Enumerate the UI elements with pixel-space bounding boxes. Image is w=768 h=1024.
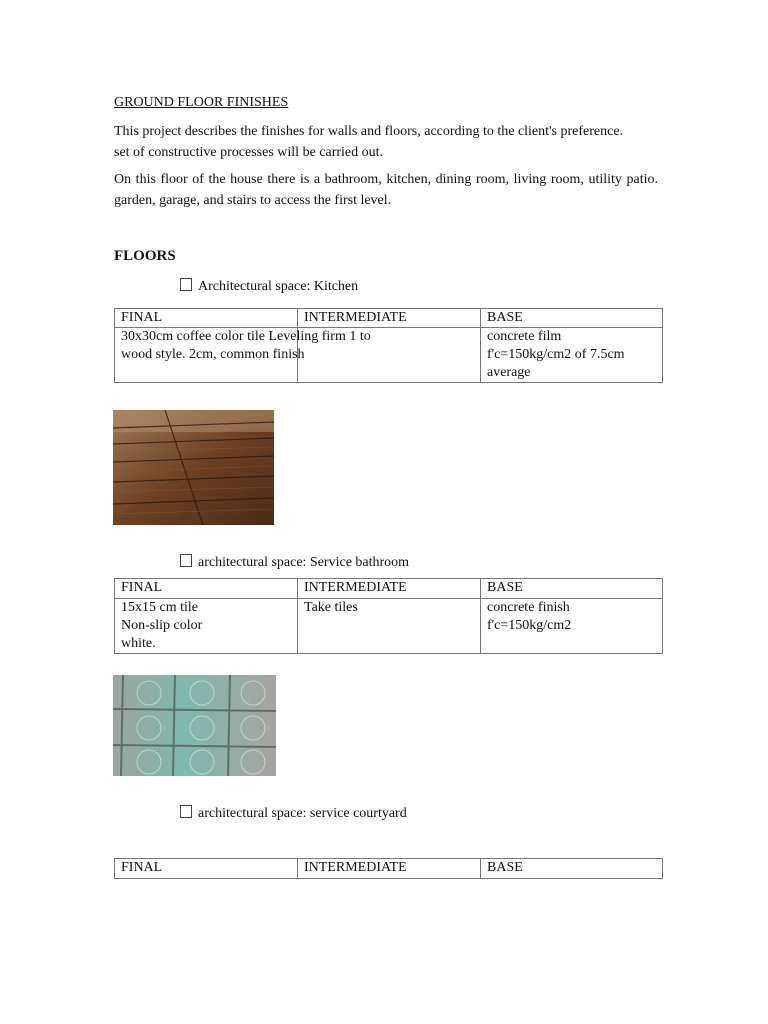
header-intermediate: INTERMEDIATE	[298, 309, 481, 328]
intro-line: set of constructive processes will be carried out.	[114, 145, 384, 160]
table-header-row	[115, 579, 663, 599]
header-intermediate: INTERMEDIATE	[298, 859, 481, 879]
table-row	[115, 599, 663, 654]
cell-base	[481, 328, 663, 383]
header-final: FINAL	[115, 579, 298, 599]
header-base: BASE	[481, 859, 663, 879]
cell-line: concrete finish	[487, 600, 570, 615]
floor-line: garden, garage, and stairs to access the first level.	[114, 193, 392, 208]
wood-tile-photo	[113, 410, 274, 525]
cell-intermediate: Take tiles	[298, 599, 481, 654]
document-title: GROUND FLOOR FINISHES	[114, 95, 289, 110]
section-heading-floors: FLOORS	[114, 248, 176, 264]
table-header-row	[115, 309, 663, 328]
floor-line: On this floor of the house there is a bathroom, kitchen, dining room, living room, utility patio.	[114, 172, 658, 187]
table-row	[115, 328, 663, 383]
checkbox-glyph-icon	[180, 278, 192, 291]
cell-line: Non-slip color	[121, 618, 203, 633]
intro-line: This project describes the finishes for walls and floors, according to the client's preference.	[114, 124, 624, 139]
courtyard-finishes-table	[114, 858, 663, 879]
checkbox-glyph-icon	[180, 805, 192, 818]
header-base: BASE	[481, 579, 663, 599]
header-final: FINAL	[115, 309, 298, 328]
cell-line: white.	[121, 636, 156, 651]
cell-line: concrete film	[487, 329, 562, 344]
space-label-courtyard	[180, 805, 407, 822]
space-label-kitchen	[180, 278, 358, 295]
cell-line: f'c=150kg/cm2	[487, 618, 572, 633]
space-label-text: architectural space: service courtyard	[198, 806, 407, 821]
kitchen-finishes-table	[114, 308, 663, 383]
space-label-bathroom	[180, 554, 409, 571]
cell-base	[481, 599, 663, 654]
cell-line: 15x15 cm tile	[121, 600, 198, 615]
table-header-row	[115, 859, 663, 879]
space-label-text: architectural space: Service bathroom	[198, 555, 410, 570]
checkbox-glyph-icon	[180, 554, 192, 567]
cell-line: f'c=150kg/cm2 of 7.5cm	[487, 347, 625, 362]
header-final: FINAL	[115, 859, 298, 879]
white-tile-photo	[113, 675, 276, 776]
header-base: BASE	[481, 309, 663, 328]
cell-line: average	[487, 365, 531, 380]
cell-line: wood style. 2cm, common finish	[121, 347, 305, 362]
header-intermediate: INTERMEDIATE	[298, 579, 481, 599]
floor-description-paragraph	[114, 169, 658, 211]
cell-final	[115, 328, 371, 383]
intro-paragraph	[114, 121, 658, 163]
cell-final	[115, 599, 298, 654]
bathroom-finishes-table	[114, 578, 663, 654]
space-label-text: Architectural space: Kitchen	[198, 279, 359, 294]
cell-line: 30x30cm coffee color tile Leveling firm 1 to	[121, 329, 371, 344]
